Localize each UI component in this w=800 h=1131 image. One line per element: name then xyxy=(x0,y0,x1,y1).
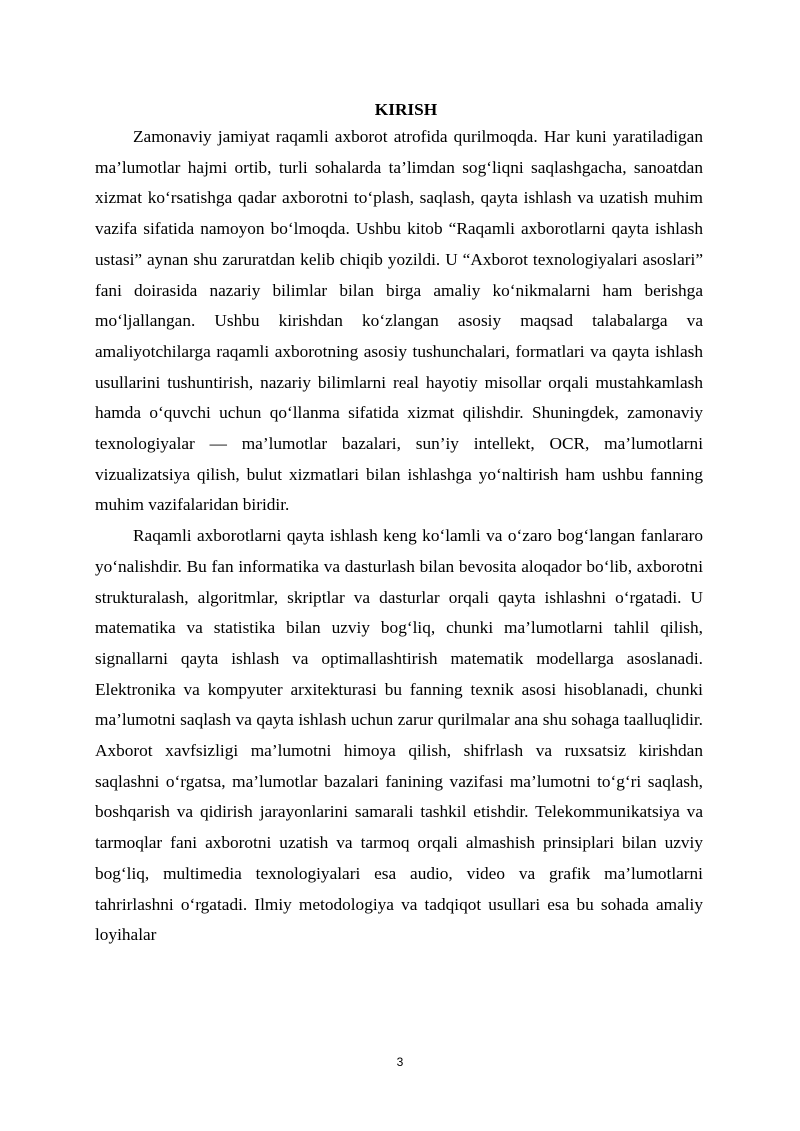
page-number: 3 xyxy=(396,1055,404,1069)
paragraph-1: Zamonaviy jamiyat raqamli axborot atrofida qurilmoqda. Har kuni yaratiladigan ma’lumotlar hajmi ortib, turli sohalarda ta’limdan sog‘liqni saqlashgacha, sanoatdan xizmat ko‘rsatishga qadar axborotni to‘plash, saqlash, qayta ishlash va uzatish muhim vazifa sifatida namoyon bo‘lmoqda. Ushbu kitob “Raqamli axborotlarni qayta ishlash ustasi” aynan shu zaruratdan kelib chiqib yozildi. U “Axborot texnologiyalari asoslari” fani doirasida nazariy bilimlar bilan birga amaliy ko‘nikmalarni ham berishga mo‘ljallangan. Ushbu kirishdan ko‘zlangan asosiy maqsad talabalarga va amaliyotchilarga raqamli axborotning asosiy tushunchalari, formatlari va qayta ishlash usullarini tushuntirish, nazariy bilimlarni real hayotiy misollar orqali mustahkamlash hamda o‘quvchi uchun qo‘llanma sifatida xizmat qilishdir. Shuningdek, zamonaviy texnologiyalar — ma’lumotlar bazalari, sun’iy intellekt, OCR, ma’lumotlarni vizualizatsiya qilish, bulut xizmatlari bilan ishlashga yo‘naltirish ham ushbu fanning muhim vazifalaridan biridir. xyxy=(95,127,703,515)
page-content xyxy=(95,97,703,951)
paragraph-2: Raqamli axborotlarni qayta ishlash keng ko‘lamli va o‘zaro bog‘langan fanlararo yo‘nalishdir. Bu fan informatika va dasturlash bilan bevosita aloqador bo‘lib, axborotni strukturalash, algoritmlar, skriptlar va dasturlar orqali qayta ishlashni o‘rgatadi. U matematika va statistika bilan uzviy bog‘liq, chunki ma’lumotlarni tahlil qilish, signallarni qayta ishlash va optimallashtirish matematik modellarga asoslanadi. Elektronika va kompyuter arxitekturasi bu fanning texnik asosi hisoblanadi, chunki ma’lumotni saqlash va qayta ishlash uchun zarur qurilmalar ana shu sohaga taalluqlidir. Axborot xavfsizligi ma’lumotni himoya qilish, shifrlash va ruxsatsiz kirishdan saqlashni o‘rgatsa, ma’lumotlar bazalari fanining vazifasi ma’lumotni to‘g‘ri saqlash, boshqarish va qidirish jarayonlarini samarali tashkil etishdir. Telekommunikatsiya va tarmoqlar fani axborotni uzatish va tarmoq orqali almashish prinsiplari bilan uzviy bog‘liq, multimedia texnologiyalari esa audio, video va grafik ma’lumotlarni tahrirlashni o‘rgatadi. Ilmiy metodologiya va tadqiqot usullari esa bu sohada amaliy loyihalar xyxy=(95,526,703,945)
section-title: KIRISH xyxy=(374,100,438,119)
